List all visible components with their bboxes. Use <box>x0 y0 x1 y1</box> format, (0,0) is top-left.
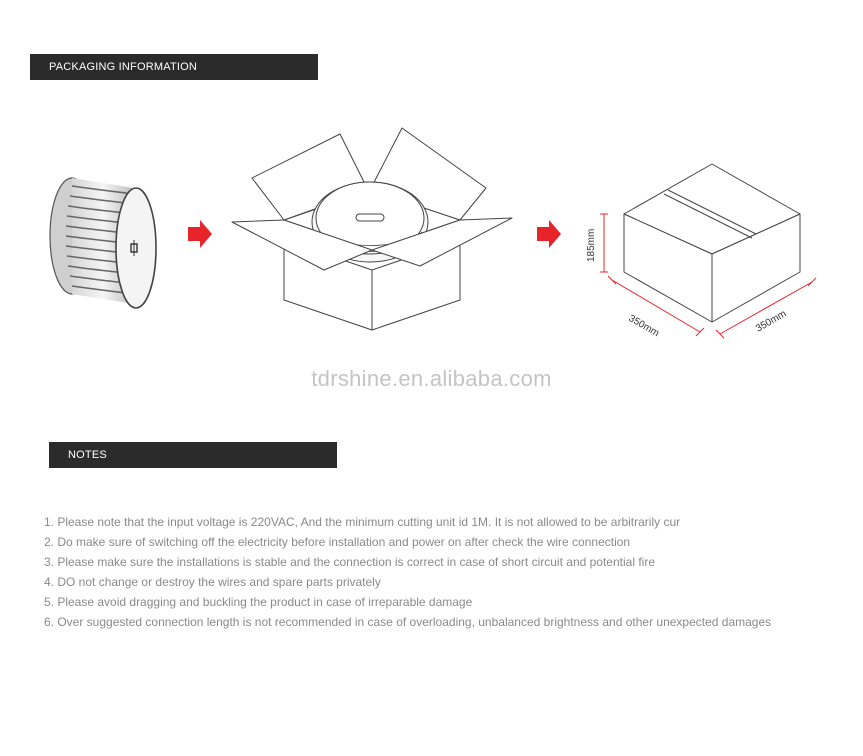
arrow-right-icon <box>188 220 212 248</box>
watermark-text: tdrshine.en.alibaba.com <box>311 366 552 391</box>
packaging-section-header <box>30 54 318 80</box>
notes-section-header <box>49 442 337 468</box>
packaging-section-title: PACKAGING INFORMATION <box>49 61 198 73</box>
list-item: 3. Please make sure the installations is stable and the connection is correct in case of short circuit and potential fire <box>44 555 655 569</box>
packaging-illustration <box>0 110 863 350</box>
cable-spool-icon <box>50 178 156 308</box>
list-item: 6. Over suggested connection length is not recommended in case of overloading, unbalanced brightness and other unexpected damages <box>44 615 772 629</box>
width-dimension-label: 350mm <box>754 308 789 335</box>
length-dimension-label: 350mm <box>626 313 661 340</box>
open-box-icon <box>232 128 512 330</box>
notes-list <box>44 512 771 632</box>
list-item: 2. Do make sure of switching off the electricity before installation and power on after check the wire connection <box>44 535 631 549</box>
list-item: 1. Please note that the input voltage is 220VAC, And the minimum cutting unit id 1M. It is not allowed to be arbitrarily cur <box>44 515 681 529</box>
closed-box-icon <box>624 164 800 322</box>
list-item: 5. Please avoid dragging and buckling the product in case of irreparable damage <box>44 595 473 609</box>
arrow-right-icon <box>537 220 561 248</box>
notes-section-title: NOTES <box>68 449 107 461</box>
list-item: 4. DO not change or destroy the wires and spare parts privately <box>44 575 381 589</box>
height-dimension-label: 185mm <box>586 228 597 262</box>
